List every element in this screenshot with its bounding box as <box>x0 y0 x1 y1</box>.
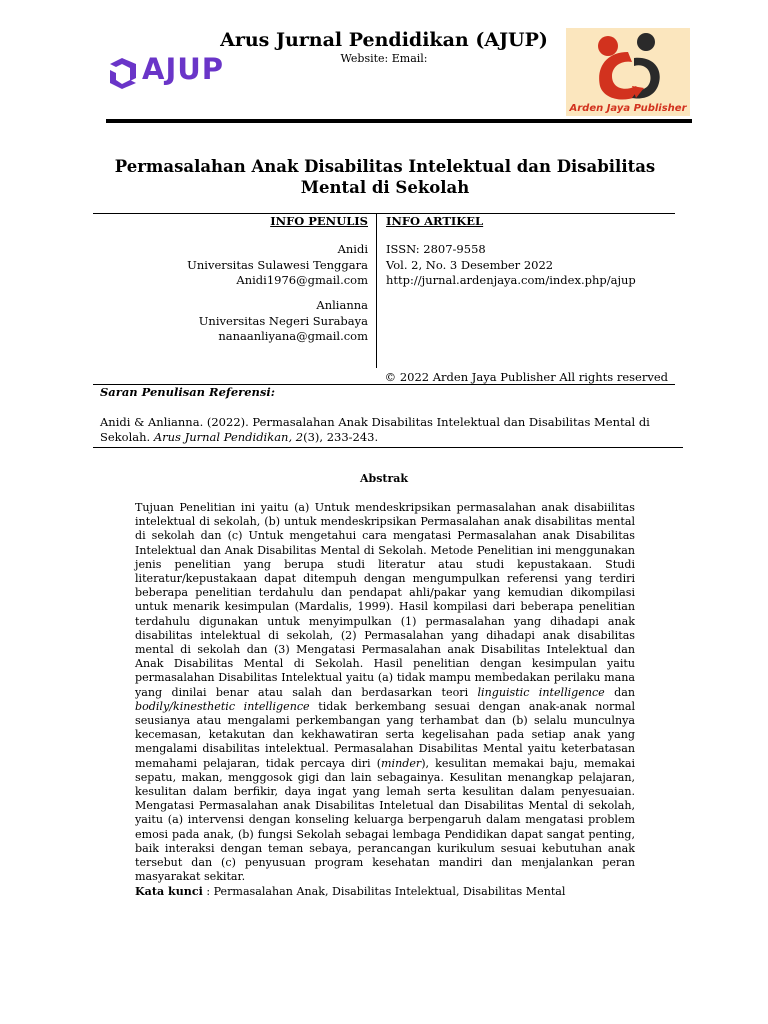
issn: ISSN: 2807-9558 <box>386 242 486 256</box>
copyright-notice: © 2022 Arden Jaya Publisher All rights reserved <box>384 370 668 384</box>
author-affiliation: Universitas Sulawesi Tenggara <box>187 257 368 272</box>
citation-issue-pages: (3), 233-243. <box>303 430 379 444</box>
abstract-italic-term: bodily/kinesthetic intelligence <box>135 699 310 713</box>
abstract-text: ), kesulitan memakai baju, memakai sepatu, makan, menggosok gigi dan lain sebagainya. Kesulitan menangkap pelajaran, kesulitan dalam berfikir, daya ingat yang lemah serta kesulitan dalam penyesuaian. Mengatasi Permasalahan anak Disabilitas Inteletual dan Disabilitas Mental di sekolah, yaitu (a) intervensi dengan konseling keluarga berpengaruh dalam mengatasi problem emosi pada anak, (b) fungsi Sekolah sebagai lembaga Pendidikan dapat sangat penting, baik interaksi dengan teman sebaya, perancangan kurikulum sesuai kebutuhan anak tersebut dan (c) penyusuan program kesehatan mandiri dan menjalankan peran masyarakat sekitar. <box>135 756 635 884</box>
citation-heading: Saran Penulisan Referensi: <box>100 385 275 399</box>
volume-issue: Vol. 2, No. 3 Desember 2022 <box>386 257 554 272</box>
author-email: nanaanliyana@gmail.com <box>218 329 368 343</box>
journal-url: http://jurnal.ardenjaya.com/index.php/ajup <box>386 273 636 287</box>
info-artikel-heading: INFO ARTIKEL <box>386 214 484 228</box>
author-email: Anidi1976@gmail.com <box>236 273 368 287</box>
abstract-italic-term: minder <box>381 756 422 770</box>
author-block <box>150 242 368 289</box>
publisher-logo-text: Arden Jaya Publisher <box>569 103 687 114</box>
ajup-logo-text: AJUP <box>142 52 225 86</box>
author-block <box>150 298 368 345</box>
citation-journal: Arus Jurnal Pendidikan, 2 <box>153 430 304 444</box>
abstract-text: dan <box>604 685 635 699</box>
info-penulis-heading: INFO PENULIS <box>270 214 368 228</box>
author-affiliation: Universitas Negeri Surabaya <box>198 313 368 328</box>
keywords-label: Kata kunci <box>135 885 203 898</box>
abstract-text: Tujuan Penelitian ini yaitu (a) Untuk mendeskripsikan permasalahan anak disabiilitas intelektual di sekolah, (b) untuk mendeskripsikan Permasalahan anak disabilitas mental di sekolah dan (c) Untuk mengetahui cara mengatasi Permasalahan anak Disabilitas Intelektual dan Anak Disabilitas Mental di Sekolah. Metode Penelitian ini menggunakan jenis penelitian yang berupa studi literatur atau studi kepustakaan. Studi literatur/kepustakaan dapat ditempuh dengan mengumpulkan referensi yang terdiri beberapa penelitian terdahulu dan pendapat ahli/pakar yang kemudian dikompilasi untuk menarik kesimpulan (Mardalis, 1999). Hasil kompilasi dari beberapa penelitian terdahulu digunakan untuk menyimpulkan (1) permasalahan yang dihadapi anak disabilitas intelektual di sekolah, (2) Permasalahan yang dihadapi anak disabilitas mental di sekolah dan (3) Mengatasi Permasalahan anak Disabilitas Intelektual dan Anak Disabilitas Mental di Sekolah. Hasil penelitian dengan kesimpulan yaitu permasalahan Disabilitas Intelektual yaitu (a) tidak mampu membedakan perilaku mana yang dinilai benar atau salah dan berdasarkan teori <box>135 501 635 699</box>
publisher-people-icon <box>566 28 690 104</box>
keywords-text: : Permasalahan Anak, Disabilitas Intelektual, Disabilitas Mental <box>202 885 566 898</box>
citation-bottom-rule <box>93 447 683 448</box>
website-email-line: Website: Email: <box>340 52 428 65</box>
abstract-heading: Abstrak <box>359 472 409 485</box>
abstract-italic-term: linguistic intelligence <box>477 685 605 699</box>
keywords-line <box>135 885 635 899</box>
publisher-logo <box>566 28 690 116</box>
paper-title: Permasalahan Anak Disabilitas Intelektual dan Disabilitas Mental di Sekolah <box>114 157 656 197</box>
article-info-block <box>386 242 636 289</box>
author-name: Anlianna <box>316 298 368 312</box>
author-name: Anidi <box>337 242 368 256</box>
header-divider <box>106 119 692 123</box>
info-table-vertical-rule <box>376 213 377 368</box>
abstract-body <box>135 501 635 884</box>
info-table-top-rule <box>93 213 675 214</box>
citation-main: Anidi & Anlianna. (2022). Permasalahan Anak Disabilitas Intelektual dan Disabilitas Mental di Sekolah. <box>100 415 650 444</box>
journal-title: Arus Jurnal Pendidikan (AJUP) <box>220 29 548 51</box>
abstract-text: tidak berkembang sesuai dengan anak-anak normal seusianya atau mengalami perkembangan yang terhambat dan (b) selalu munculnya kecemasan, ketakutan dan kekhawatiran serta kegelisahan pada setiap anak yang mengalami disabilitas intelektual. Permasalahan Disabilitas Mental yaitu keterbatasan memahami pelajaran, tidak percaya diri ( <box>135 699 635 770</box>
citation-text <box>100 415 680 445</box>
